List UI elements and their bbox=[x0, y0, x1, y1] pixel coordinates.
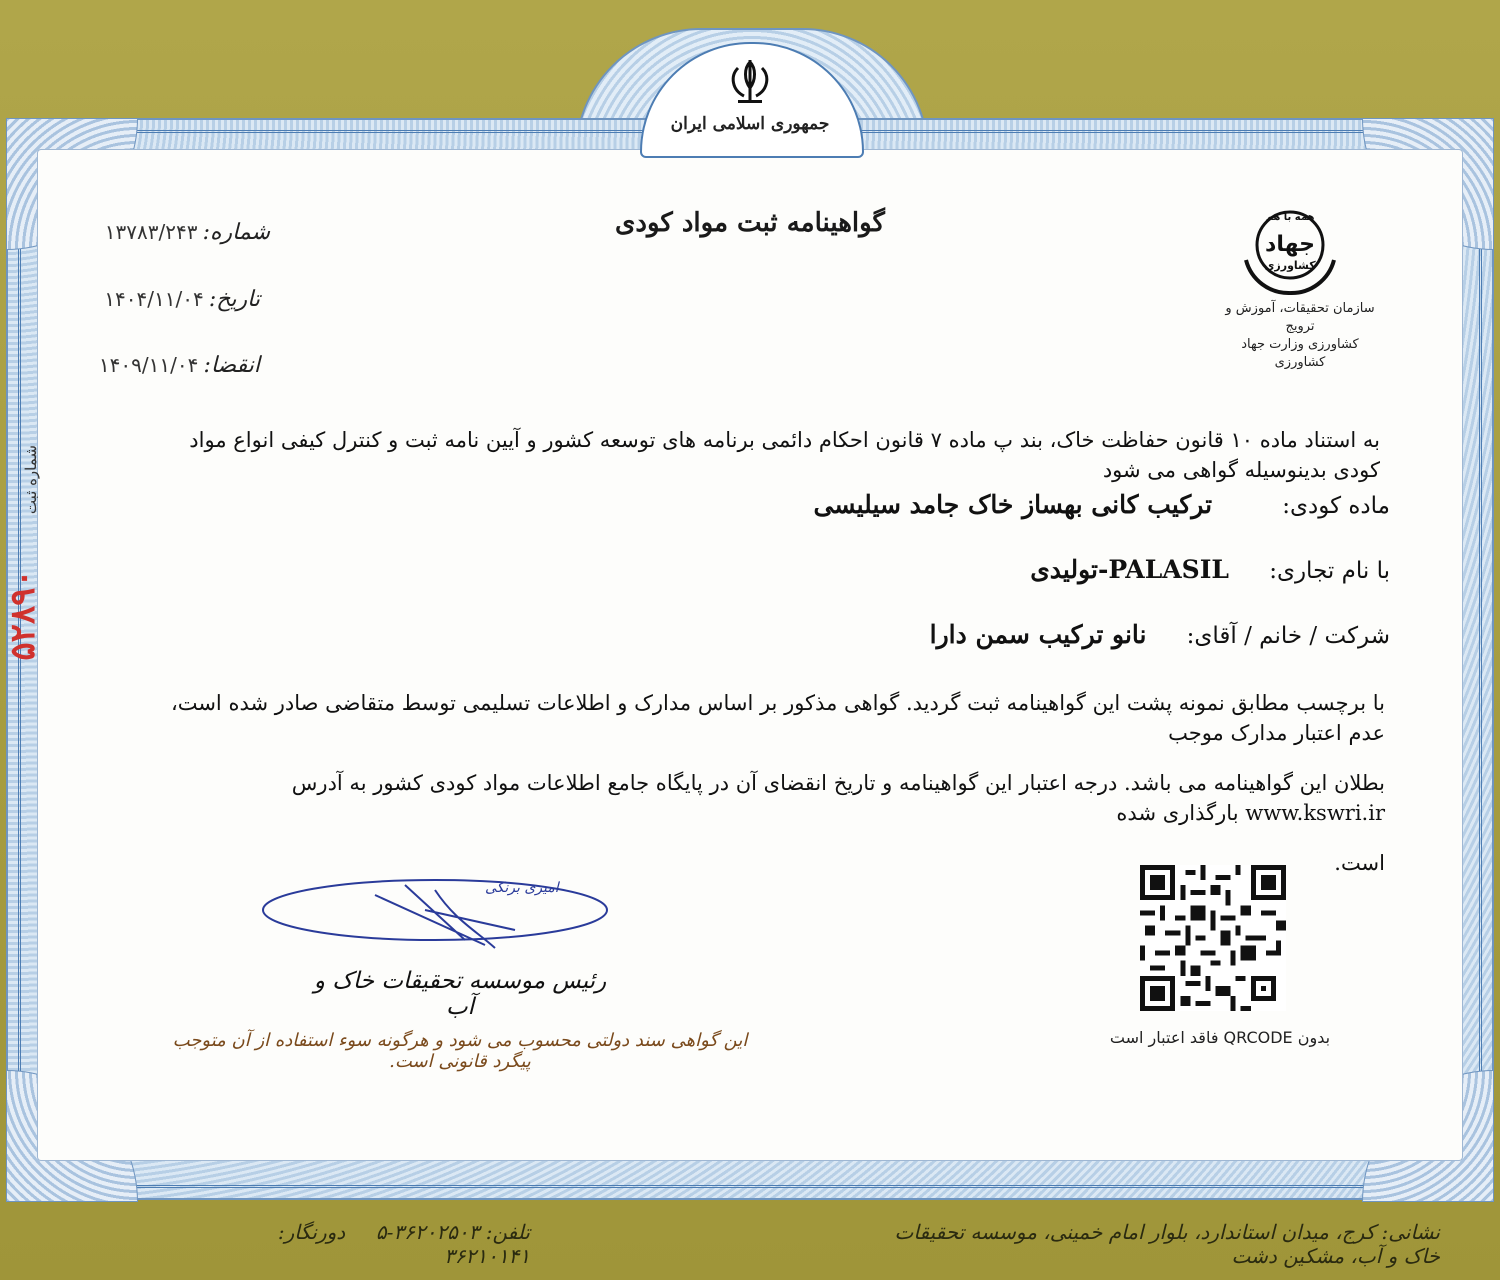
serial-label: شماره ثبت bbox=[22, 445, 40, 515]
logo-caption-line: سازمان تحقیقات، آموزش و ترویج bbox=[1225, 301, 1375, 334]
iran-emblem-icon bbox=[720, 58, 780, 106]
certificate-title: گواهینامه ثبت مواد کودی bbox=[615, 208, 885, 238]
expiry-value: ۱۴۰۹/۱۱/۰۴ bbox=[98, 353, 199, 377]
footer-contact bbox=[210, 1220, 530, 1268]
date-value: ۱۴۰۴/۱۱/۰۴ bbox=[104, 287, 204, 311]
svg-text:۵۲۸۹۰: ۵۲۸۹۰ bbox=[3, 569, 43, 661]
director-title: رئیس موسسه تحقیقات خاک و آب bbox=[313, 968, 607, 1020]
logo-caption-line: کشاورزی وزارت جهاد کشاورزی bbox=[1241, 337, 1359, 370]
fertilizer-row bbox=[700, 490, 1390, 519]
jahad-keshavarzi-logo bbox=[1232, 205, 1348, 295]
logo-top-text: همه با هم bbox=[1265, 212, 1315, 223]
logo-sub-text: کشاورزی bbox=[1264, 259, 1316, 272]
company-row bbox=[900, 620, 1390, 649]
emblem-caption: جمهوری اسلامی ایران bbox=[670, 114, 830, 134]
legal-note: این گواهی سند دولتی محسوب می شود و هرگونه سوء استفاده از آن متوجب پیگرد قانونی است. bbox=[172, 1030, 748, 1072]
signature-scribble: امیری برنکی bbox=[485, 880, 559, 896]
company-label: شرکت / خانم / آقای: bbox=[1186, 623, 1390, 649]
director-signature bbox=[255, 870, 615, 980]
date-row bbox=[80, 287, 260, 312]
phone-label: تلفن: bbox=[485, 1220, 530, 1244]
logo-caption bbox=[1215, 300, 1385, 372]
footer-address: نشانی: کرج، میدان استاندارد، بلوار امام خمینی، موسسه تحقیقات خاک و آب، مشکین دشت bbox=[894, 1220, 1440, 1268]
phone-value: ۳۶۲۰۲۵۰۳-۵ bbox=[375, 1220, 480, 1244]
expiry-row bbox=[80, 353, 260, 378]
brand-value: PALASIL-تولیدی bbox=[1030, 555, 1230, 584]
brand-row bbox=[900, 555, 1390, 584]
date-label: تاریخ: bbox=[208, 287, 260, 312]
company-value: نانو ترکیب سمن دارا bbox=[929, 620, 1147, 649]
fax-label: دورنگار: bbox=[277, 1220, 346, 1244]
number-value: ۱۳۷۸۳/۲۴۳ bbox=[104, 220, 198, 244]
number-label: شماره: bbox=[202, 220, 270, 245]
intro-text: به استناد ماده ۱۰ قانون حفاظت خاک، بند پ ماده ۷ قانون احکام دائمی برنامه های توسعه کشور و آیین نامه ثبت و کنترل کیفی انواع مواد کودی بدینوسیله گواهی می شود bbox=[189, 428, 1380, 482]
expiry-label: انقضا: bbox=[203, 353, 260, 378]
qr-code bbox=[1140, 865, 1286, 1011]
serial-number bbox=[3, 550, 54, 680]
paragraph-line: بطلان این گواهینامه می باشد. درجه اعتبار این گواهینامه و تاریخ انقضای آن در پایگاه جامع اطلاعات مواد کودی کشور به آدرس www.kswri.ir بارگذاری شده bbox=[291, 771, 1385, 825]
paragraph bbox=[150, 688, 1385, 878]
fax-value: ۳۶۲۱۰۱۴۱ bbox=[444, 1244, 530, 1268]
paragraph-line: است. bbox=[1334, 851, 1385, 875]
number-row bbox=[90, 220, 270, 245]
logo-main-text: جهاد bbox=[1265, 232, 1315, 257]
brand-label: با نام تجاری: bbox=[1269, 558, 1390, 584]
qr-caption: بدون QRCODE فاقد اعتبار است bbox=[1109, 1028, 1331, 1047]
fertilizer-label: ماده کودی: bbox=[1282, 493, 1390, 519]
fertilizer-value: ترکیب کانی بهساز خاک جامد سیلیسی bbox=[813, 490, 1213, 519]
paragraph-line: با برچسب مطابق نمونه پشت این گواهینامه ثبت گردید. گواهی مذکور بر اساس مدارک و اطلاعات تسلیمی توسط متقاضی صادر شده است، عدم اعتبار مدارک موجب bbox=[170, 691, 1385, 745]
